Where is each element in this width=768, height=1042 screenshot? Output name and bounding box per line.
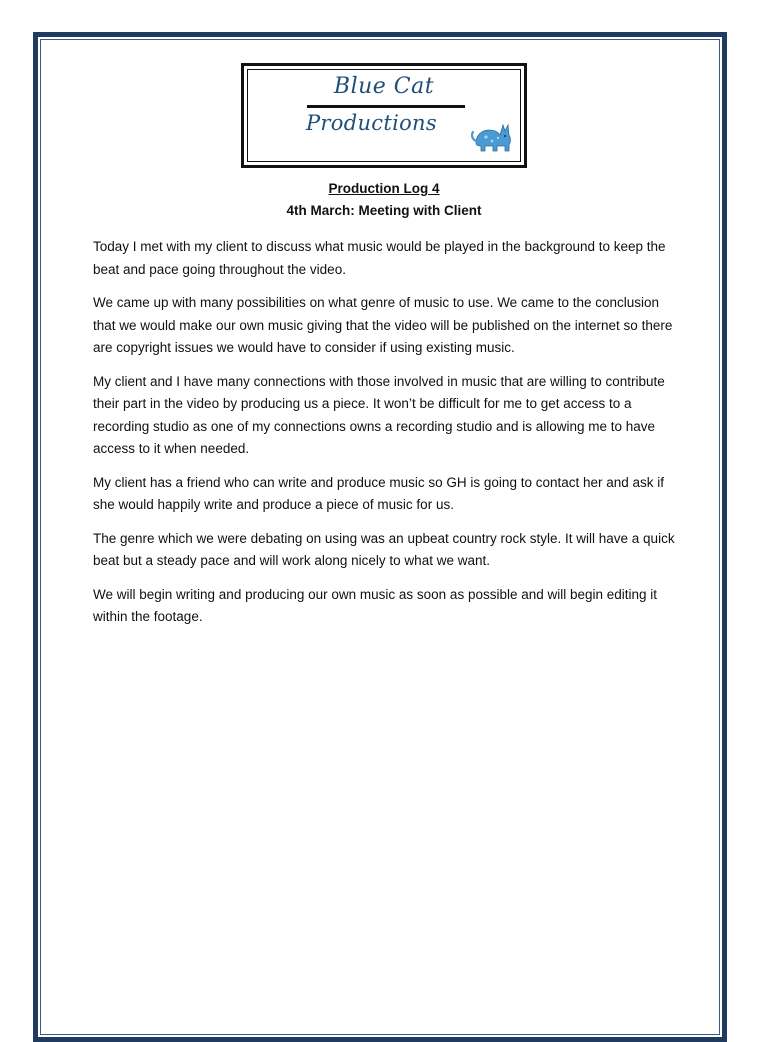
logo-divider: [307, 105, 465, 108]
paragraph: We came up with many possibilities on what genre of music to use. We came to the conclusion that we would make our own music giving that the video will be published on the internet so there are copyright issues we would have to consider if using existing music.: [93, 295, 673, 355]
page-subtitle: 4th March: Meeting with Client: [286, 203, 482, 218]
paragraph: Today I met with my client to discuss what music would be played in the background to keep the beat and pace going throughout the video.: [93, 239, 666, 277]
logo-text-productions: Productions: [306, 111, 437, 135]
paragraph: The genre which we were debating on using was an upbeat country rock style. It will have a quick beat but a steady pace and will work along nicely to what we want.: [93, 530, 675, 568]
page-title: Production Log 4: [328, 181, 440, 196]
log-body: [93, 236, 683, 640]
cat-icon: [470, 113, 516, 153]
paragraph: We will begin writing and producing our own music as soon as possible and will begin editing it within the footage.: [93, 586, 658, 624]
paragraph: My client and I have many connections with those involved in music that are willing to contribute their part in the video by producing us a piece. It won’t be difficult for me to get access to a recording studio as one of my connections owns a recording studio and is allowing me to have access to it when needed.: [93, 373, 665, 456]
paragraph: My client has a friend who can write and produce music so GH is going to contact her and ask if she would happily write and produce a piece of music for us.: [93, 474, 665, 512]
company-logo: [241, 63, 527, 168]
logo-text-blue-cat: Blue Cat: [333, 74, 435, 99]
